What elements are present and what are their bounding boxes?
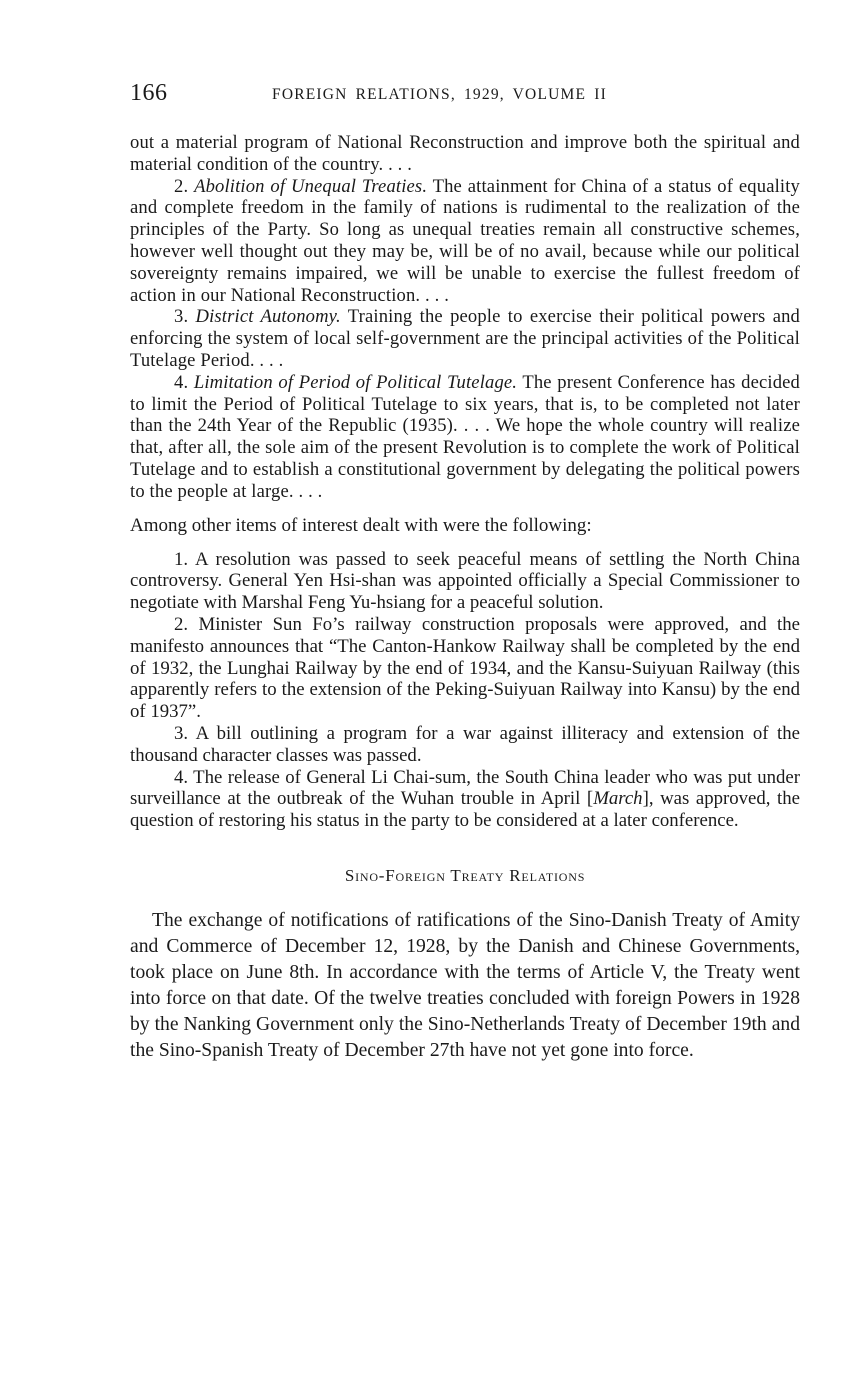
closing-paragraph: The exchange of notifications of ratifications of the Sino-Danish Treaty of Amity and Commerce of December 12, 1928, by the Danish and Chinese Governments, took place on June 8th. In accordance with the terms of Article V, the Treaty went into force on that date. Of the twelve treaties concluded with foreign Powers in 1928 by the Nanking Government only the Sino-Netherlands Treaty of December 19th and the Sino-Spanish Treaty of December 27th have not yet gone into force. xyxy=(130,909,800,1061)
item-title: Abolition of Unequal Treaties. xyxy=(194,175,428,197)
item-text: The present Conference has decided to limit the Period of Political Tutelage to six years, that is, to be completed not later than the 24th Year of the Republic (1935). . . . We hope the whole country will realize that, after all, the sole aim of the present Revolution is to complete the work of Political Tutelage and to establish a constitutional government by delegating the political powers to the people at large. . . . xyxy=(130,371,800,502)
section-heading: Sino-Foreign Treaty Relations xyxy=(344,865,586,885)
manifesto-item xyxy=(130,306,800,371)
list-item: 1. A resolution was passed to seek peaceful means of settling the North China controversy. General Yen Hsi-shan was appointed officially a Special Commissioner to negotiate with Marshal Feng Yu-hsiang for a peaceful solution. xyxy=(130,548,800,614)
list-item: 2. Minister Sun Fo’s railway construction proposals were approved, and the manifesto announces that “The Canton-Hankow Railway shall be completed by the end of 1932, the Lunghai Railway by the end of 1934, and the Kansu-Suiyuan Railway (this apparently refers to the extension of the Peking-Suiyuan Railway into Kansu) by the end of 1937”. xyxy=(130,613,800,723)
closing-section xyxy=(130,908,800,1064)
items-list xyxy=(130,549,800,832)
quoted-manifesto xyxy=(130,132,800,503)
item-number: 2. xyxy=(174,175,189,197)
item-text: Training the people to exercise their political powers and enforcing the system of local self-government are the principal activities of the Political Tutelage Period. . . . xyxy=(130,306,801,371)
page-header xyxy=(130,80,800,110)
item-title: District Autonomy. xyxy=(195,306,341,328)
item-title: Limitation of Period of Political Tutelage. xyxy=(193,371,518,393)
list-item: 3. A bill outlining a program for a war against illiteracy and extension of the thousand character classes was passed. xyxy=(130,722,800,766)
lead-sentence: Among other items of interest dealt with were the following: xyxy=(130,514,592,536)
list-item-text: 4. The release of General Li Chai-sum, the South China leader who was put under surveillance at the outbreak of the Wuhan trouble in April [ xyxy=(130,766,800,810)
manifesto-item xyxy=(130,176,800,307)
running-head: FOREIGN RELATIONS, 1929, VOLUME II xyxy=(272,86,607,103)
manifesto-item xyxy=(130,372,800,503)
continuation-paragraph: out a material program of National Reconstruction and improve both the spiritual and material condition of the country. . . . xyxy=(130,132,800,175)
item-number: 4. xyxy=(174,371,189,393)
list-item-text: ], was approved, the question of restoring his status in the party to be considered at a later conference. xyxy=(130,788,800,832)
page-number: 166 xyxy=(130,80,168,106)
document-page xyxy=(130,80,800,1064)
list-item-italic: March xyxy=(593,788,643,810)
item-text: The attainment for China of a status of equality and complete freedom in the family of nations is rudimental to the realization of the principles of the Party. So long as unequal treaties remain all constructive schemes, however well thought out they may be, will be of no avail, because while our political sovereignty remains impaired, we will be unable to exercise the fullest freedom of action in our National Reconstruction. . . . xyxy=(130,175,800,306)
item-number: 3. xyxy=(174,306,189,328)
list-item xyxy=(130,767,800,832)
